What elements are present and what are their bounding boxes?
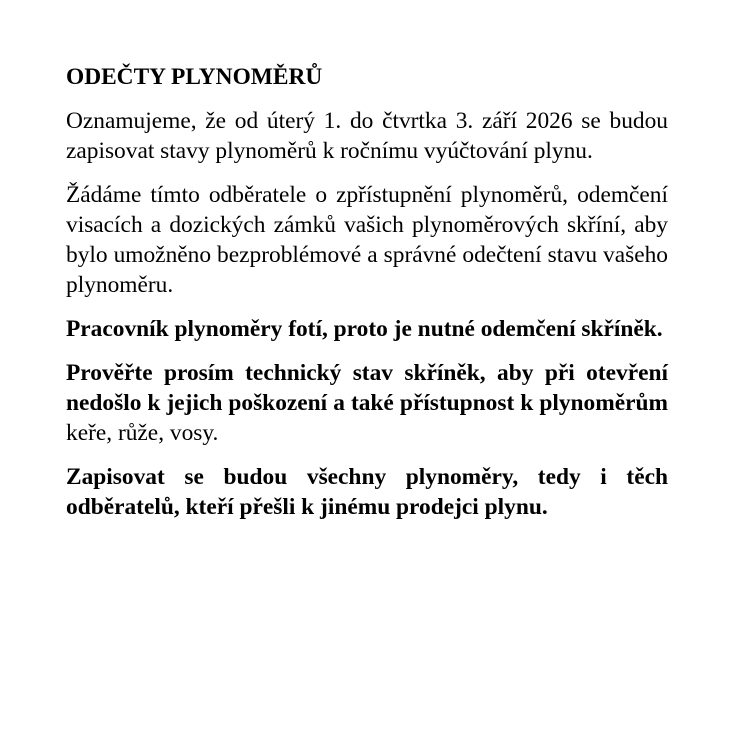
notice-paragraph-check-condition <box>66 358 668 448</box>
notice-document <box>66 62 668 536</box>
notice-paragraph-check-condition-bold: Prověřte prosím technický stav skříněk, aby při otevření nedošlo k jejich poškození a také přístupnost k plynoměrům <box>66 360 668 416</box>
notice-paragraph-access-request: Žádáme tímto odběratele o zpřístupnění plynoměrů, odemčení visacích a dozických zámků vašich plynoměrových skříní, aby bylo umožněno bezproblémové a správné odečtení stavu vašeho plynoměru. <box>66 182 668 298</box>
notice-title: ODEČTY PLYNOMĚRŮ <box>66 64 323 90</box>
notice-paragraph-check-condition-regular: keře, růže, vosy. <box>66 420 219 446</box>
notice-paragraph-photo: Pracovník plynoměry fotí, proto je nutné odemčení skříněk. <box>66 316 663 342</box>
notice-paragraph-all-meters: Zapisovat se budou všechny plynoměry, tedy i těch odběratelů, kteří přešli k jinému prodejci plynu. <box>66 464 668 520</box>
notice-paragraph-dates: Oznamujeme, že od úterý 1. do čtvrtka 3. září 2026 se budou zapisovat stavy plynoměrů k ročnímu vyúčtování plynu. <box>66 108 668 164</box>
